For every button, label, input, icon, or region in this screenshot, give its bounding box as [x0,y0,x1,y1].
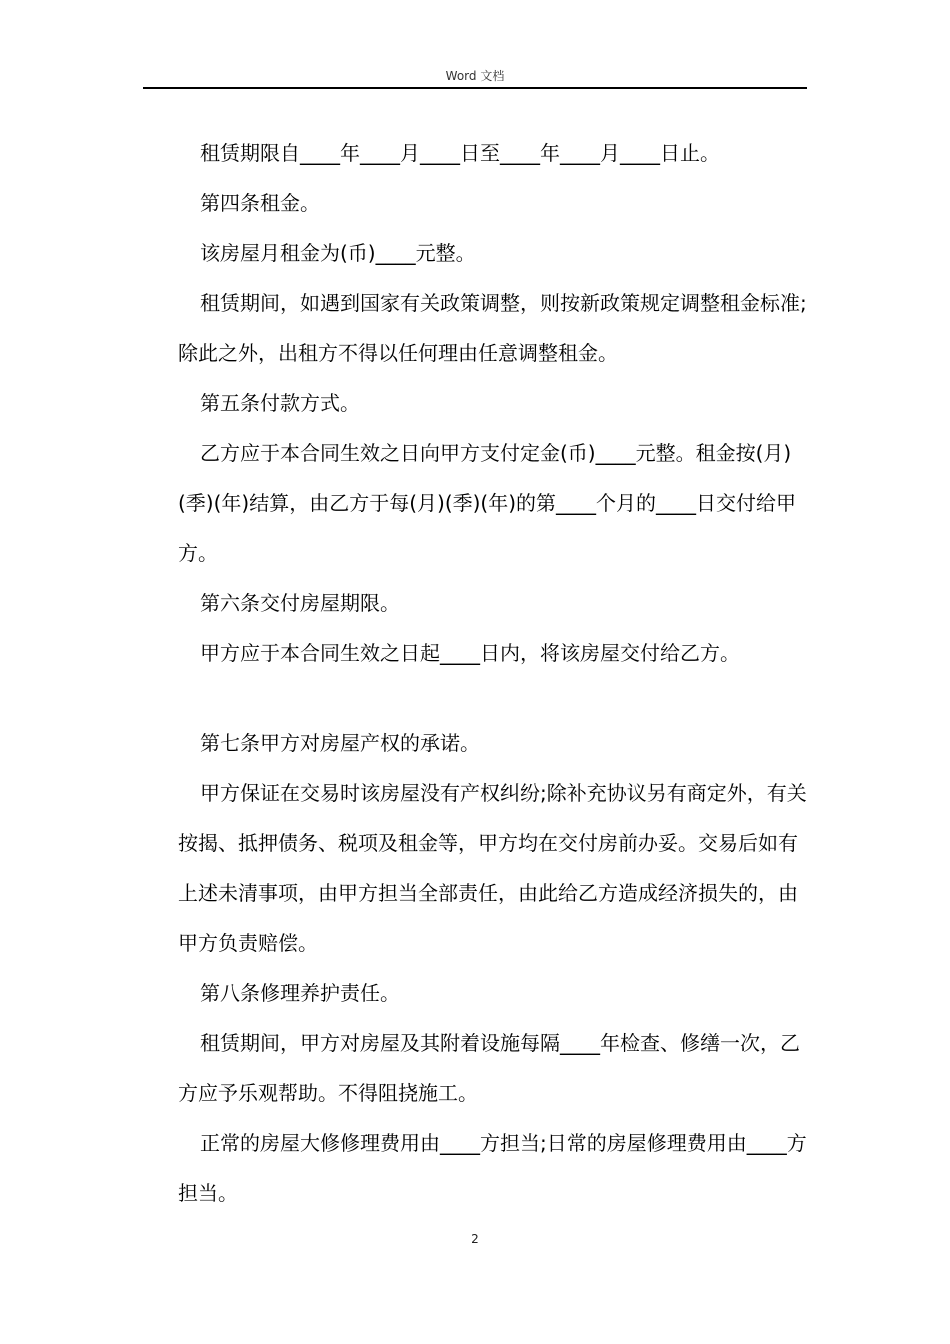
paragraph-article-8-heading: 第八条修理养护责任。 [200,981,400,1005]
page-number: 2 [471,1232,479,1246]
header-divider [143,87,807,89]
paragraph-rent-adjustment: 租赁期间，如遇到国家有关政策调整，则按新政策规定调整租金标准;除此之外，出租方不得以任何理由任意调整租金。 [178,291,807,365]
paragraph-payment-terms: 乙方应于本合同生效之日向甲方支付定金(币)____元整。租金按(月)(季)(年)结算，由乙方于每(月)(季)(年)的第____个月的____日交付给甲方。 [178,441,797,565]
paragraph-delivery-deadline: 甲方应于本合同生效之日起____日内，将该房屋交付给乙方。 [200,641,740,665]
paragraph-lease-term: 租赁期限自____年____月____日至____年____月____日止。 [200,141,720,165]
paragraph-inspection-repair: 租赁期间，甲方对房屋及其附着设施每隔____年检查、修缮一次，乙方应予乐观帮助。不得阻挠施工。 [178,1031,800,1105]
paragraph-spacer [178,678,810,718]
paragraph-article-4-heading: 第四条租金。 [200,191,320,215]
paragraph-monthly-rent: 该房屋月租金为(币)____元整。 [200,241,476,265]
paragraph-repair-costs: 正常的房屋大修修理费用由____方担当;日常的房屋修理费用由____方担当。 [178,1131,807,1205]
document-header-title: Word 文档 [445,69,505,83]
document-body [178,128,810,1218]
paragraph-article-5-heading: 第五条付款方式。 [200,391,360,415]
paragraph-article-7-heading: 第七条甲方对房屋产权的承诺。 [200,731,480,755]
paragraph-title-guarantee: 甲方保证在交易时该房屋没有产权纠纷;除补充协议另有商定外，有关按揭、抵押债务、税项及租金等，甲方均在交付房前办妥。交易后如有上述未清事项，由甲方担当全部责任，由此给乙方造成经济损失的，由甲方负责赔偿。 [178,781,807,955]
paragraph-article-6-heading: 第六条交付房屋期限。 [200,591,400,615]
